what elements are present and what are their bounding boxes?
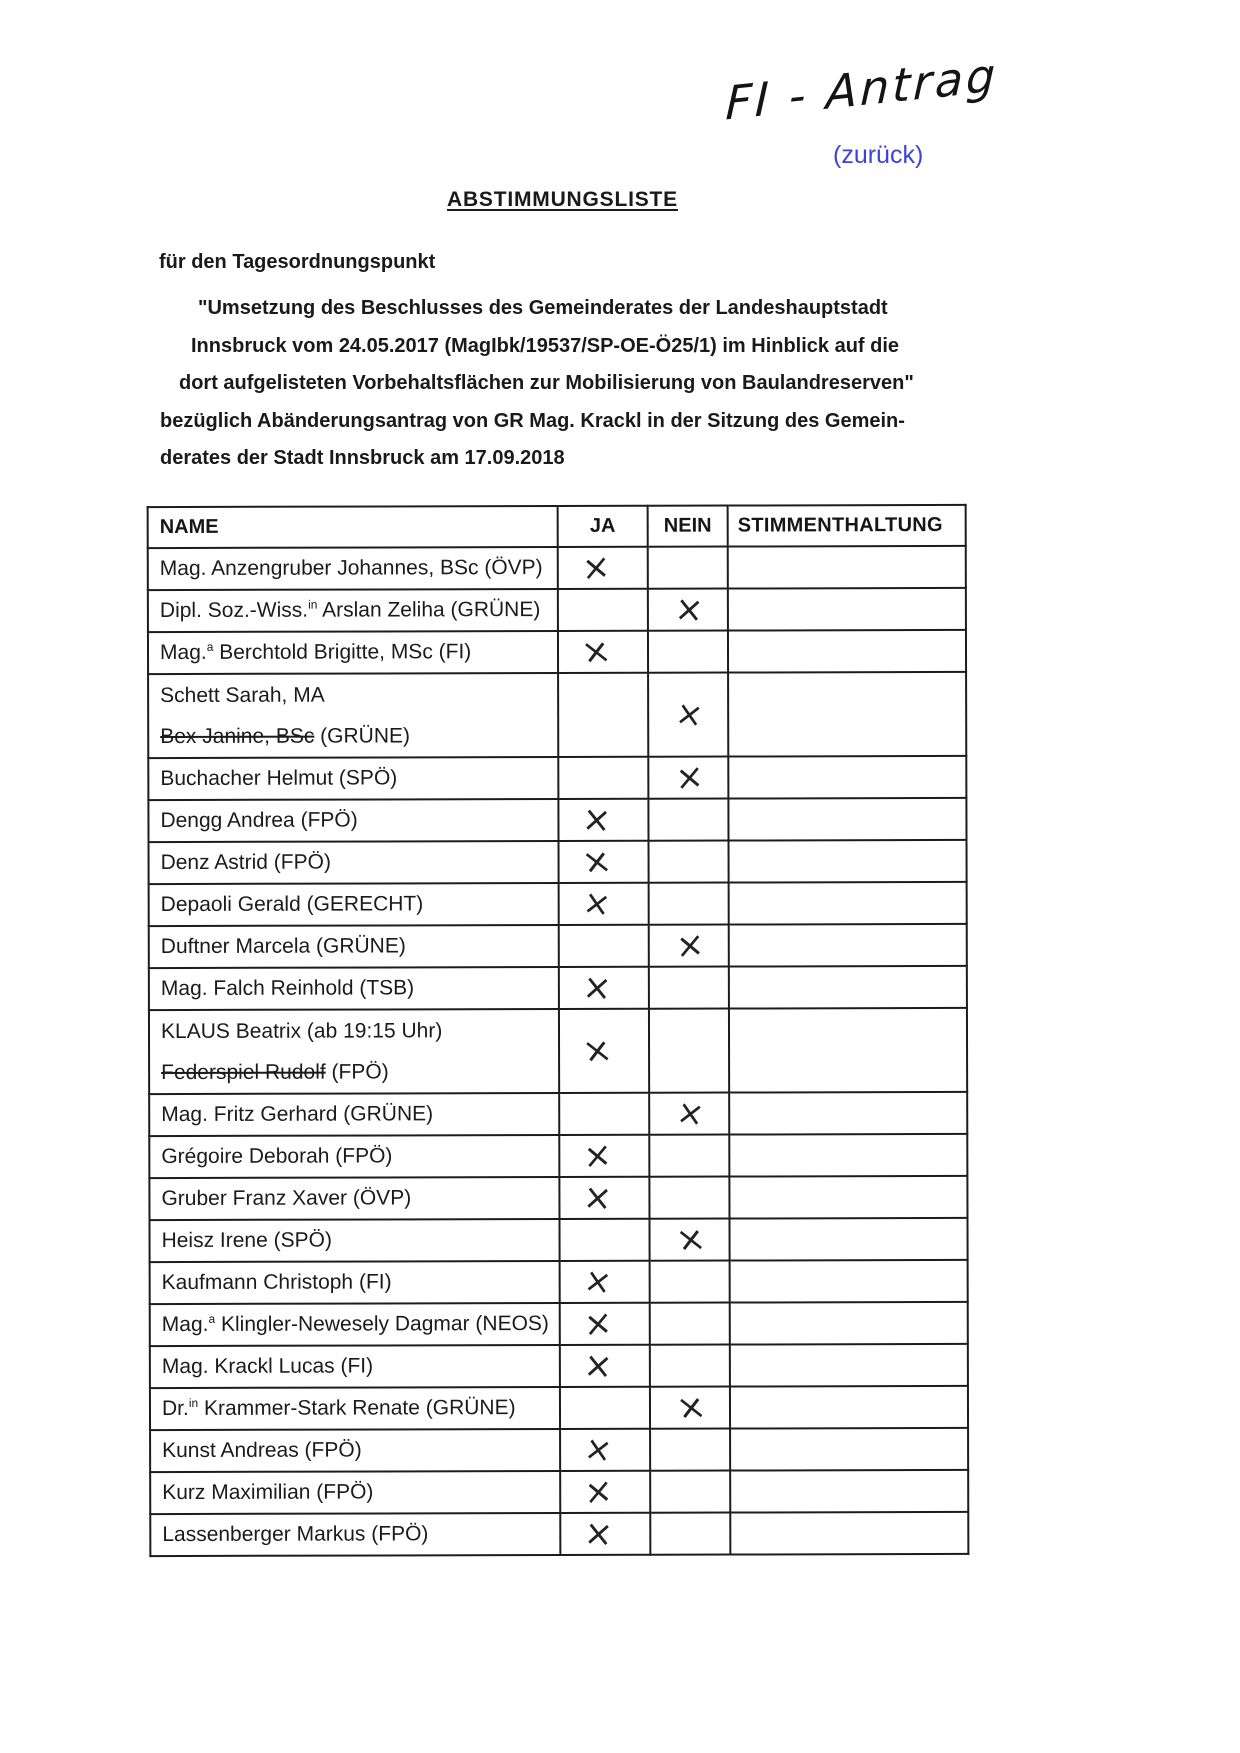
vote-ja-cell	[558, 547, 648, 589]
member-name-line: Mag.$^a$ Klingler-Newesely Dagmar (NEOS)	[161, 1311, 549, 1337]
table-row	[150, 1512, 968, 1556]
vote-enthaltung-cell	[728, 630, 966, 673]
vote-nein-cell	[650, 1513, 730, 1555]
vote-enthaltung-cell	[728, 798, 966, 841]
vote-enthaltung-cell	[730, 1428, 968, 1471]
back-link[interactable]: (zurück)	[833, 141, 924, 169]
vote-enthaltung-cell	[728, 588, 966, 631]
vote-nein-cell	[648, 589, 728, 631]
col-header-name: NAME	[148, 506, 558, 548]
vote-ja-cell	[559, 883, 649, 925]
vote-enthaltung-cell	[730, 1512, 968, 1555]
handwritten-x-mark: ×	[672, 1387, 710, 1429]
vote-enthaltung-cell	[730, 1344, 968, 1387]
intro-line: für den Tagesordnungspunkt	[159, 251, 436, 273]
table-row	[150, 1386, 968, 1430]
member-name-line: Mag. Anzengruber Johannes, BSc (ÖVP)	[159, 556, 543, 581]
vote-ja-cell	[560, 1303, 650, 1345]
handwritten-x-mark: ×	[581, 1343, 614, 1389]
voting-table	[147, 504, 970, 1557]
vote-ja-cell	[559, 841, 649, 883]
table-row	[150, 1470, 968, 1514]
vote-enthaltung-cell	[730, 1470, 968, 1513]
member-name-cell	[149, 1177, 559, 1220]
member-name-line: Bex Janine, BSc (GRÜNE)	[160, 724, 411, 749]
member-name-cell	[150, 1387, 560, 1430]
member-name-line: Mag. Falch Reinhold (TSB)	[160, 976, 415, 1001]
table-row	[148, 546, 966, 590]
col-header-ja: JA	[558, 506, 648, 547]
vote-ja-cell	[560, 1261, 650, 1303]
table-row	[150, 1344, 968, 1388]
vote-ja-cell	[559, 1219, 649, 1261]
member-name-line: Dipl. Soz.-Wiss.$^{in}$ Arslan Zeliha (GRÜNE)	[159, 597, 541, 623]
handwritten-x-mark: ×	[672, 1219, 709, 1261]
member-name-line: Dengg Andrea (FPÖ)	[160, 808, 358, 833]
member-name-cell	[150, 1261, 560, 1304]
member-name-cell	[148, 631, 558, 674]
member-name-line: Depaoli Gerald (GERECHT)	[160, 892, 424, 917]
vote-nein-cell	[649, 1135, 729, 1177]
handwritten-x-mark: ×	[583, 1469, 614, 1515]
member-name-cell	[149, 1219, 559, 1262]
member-name-line: Grégoire Deborah (FPÖ)	[161, 1144, 393, 1169]
vote-ja-cell	[558, 757, 648, 799]
table-row	[149, 966, 967, 1010]
vote-nein-cell	[650, 1303, 730, 1345]
member-name-cell	[150, 1471, 560, 1514]
table-row	[149, 882, 967, 926]
vote-enthaltung-cell	[730, 1260, 968, 1303]
vote-ja-cell	[560, 1345, 650, 1387]
vote-nein-cell	[648, 673, 728, 757]
member-name-line: Dr.$^{in}$ Krammer-Stark Renate (GRÜNE)	[161, 1395, 516, 1421]
vote-enthaltung-cell	[729, 1218, 967, 1261]
vote-nein-cell	[649, 1177, 729, 1219]
table-row	[150, 1428, 968, 1472]
vote-enthaltung-cell	[728, 756, 966, 799]
member-name-cell	[149, 1135, 559, 1178]
handwritten-x-mark: ×	[672, 587, 705, 632]
vote-nein-cell	[648, 757, 728, 799]
vote-enthaltung-cell	[729, 924, 967, 967]
handwritten-x-mark: ×	[582, 1301, 613, 1347]
vote-nein-cell	[650, 1471, 730, 1513]
member-name-line: KLAUS Beatrix (ab 19:15 Uhr)	[160, 1019, 443, 1044]
handwritten-note: FI - Antrag	[724, 47, 1000, 131]
member-name-cell	[149, 1093, 559, 1136]
vote-ja-cell	[559, 1177, 649, 1219]
table-row	[148, 630, 966, 674]
handwritten-x-mark: ×	[577, 631, 615, 673]
vote-nein-cell	[649, 841, 729, 883]
vote-enthaltung-cell	[729, 1176, 967, 1219]
vote-enthaltung-cell	[729, 1008, 967, 1093]
vote-nein-cell	[650, 1345, 730, 1387]
vote-nein-cell	[648, 547, 728, 589]
vote-ja-cell	[558, 589, 648, 631]
member-name-line: Kunst Andreas (FPÖ)	[162, 1438, 362, 1463]
member-name-cell	[150, 1429, 560, 1472]
member-name-cell	[150, 1513, 560, 1556]
vote-ja-cell	[558, 631, 648, 673]
vote-nein-cell	[649, 1219, 729, 1261]
vote-ja-cell	[559, 1093, 649, 1135]
member-name-line: Mag. Krackl Lucas (FI)	[161, 1354, 374, 1379]
table-row	[149, 1092, 967, 1136]
vote-enthaltung-cell	[729, 840, 967, 883]
vote-ja-cell	[560, 1429, 650, 1471]
vote-ja-cell	[558, 673, 648, 757]
subject-line: derates der Stadt Innsbruck am 17.09.2018	[160, 447, 565, 469]
handwritten-x-mark: ×	[582, 1133, 613, 1179]
vote-nein-cell	[648, 631, 728, 673]
vote-ja-cell	[559, 925, 649, 967]
vote-nein-cell	[650, 1387, 730, 1429]
table-row	[149, 1134, 967, 1178]
table-header-row	[148, 505, 966, 548]
vote-nein-cell	[649, 883, 729, 925]
handwritten-x-mark: ×	[674, 923, 705, 968]
handwritten-x-mark: ×	[672, 692, 706, 737]
page-title: ABSTIMMUNGSLISTE	[447, 188, 678, 211]
member-name-cell	[149, 841, 559, 884]
handwritten-x-mark: ×	[578, 841, 615, 883]
member-name-cell	[148, 547, 558, 590]
vote-nein-cell	[649, 967, 729, 1009]
table-row	[150, 1302, 968, 1346]
vote-nein-cell	[650, 1429, 730, 1471]
member-name-cell	[148, 757, 558, 800]
vote-enthaltung-cell	[729, 1092, 967, 1135]
vote-ja-cell	[558, 799, 648, 841]
handwritten-x-mark: ×	[581, 1260, 615, 1304]
handwritten-x-mark: ×	[581, 1428, 615, 1472]
vote-enthaltung-cell	[728, 672, 966, 757]
table-row	[148, 588, 966, 632]
table-row	[149, 1176, 967, 1220]
member-name-line: Lassenberger Markus (FPÖ)	[162, 1522, 429, 1547]
member-name-line: Schett Sarah, MA	[160, 683, 325, 708]
vote-enthaltung-cell	[729, 966, 967, 1009]
member-name-cell	[150, 1345, 560, 1388]
member-name-cell	[149, 925, 559, 968]
subject-line: dort aufgelisteten Vorbehaltsflächen zur Mobilisierung von Baulandreserven"	[179, 372, 914, 394]
handwritten-x-mark: ×	[581, 1175, 614, 1221]
handwritten-x-mark: ×	[578, 1030, 616, 1072]
vote-enthaltung-cell	[729, 882, 967, 925]
table-row	[149, 1008, 967, 1094]
vote-nein-cell	[649, 1009, 729, 1093]
table-row	[148, 672, 966, 758]
member-name-line: Buchacher Helmut (SPÖ)	[160, 766, 398, 791]
vote-enthaltung-cell	[729, 1134, 967, 1177]
member-name-line: Kaufmann Christoph (FI)	[161, 1270, 392, 1295]
vote-nein-cell	[649, 1093, 729, 1135]
handwritten-x-mark: ×	[580, 797, 613, 843]
subject-line: Innsbruck vom 24.05.2017 (MagIbk/19537/SP-OE-Ö25/1) im Hinblick auf die	[191, 334, 900, 357]
table-row	[150, 1260, 968, 1304]
vote-enthaltung-cell	[730, 1386, 968, 1429]
member-name-cell	[149, 967, 559, 1010]
handwritten-x-mark: ×	[673, 1091, 707, 1136]
vote-enthaltung-cell	[730, 1302, 968, 1345]
subject-line: bezüglich Abänderungsantrag von GR Mag. Krackl in der Sitzung des Gemein-	[160, 409, 905, 432]
member-name-cell	[148, 799, 558, 842]
member-name-line: Mag.$^a$ Berchtold Brigitte, MSc (FI)	[159, 639, 472, 665]
vote-ja-cell	[560, 1471, 650, 1513]
vote-ja-cell	[560, 1387, 650, 1429]
vote-ja-cell	[559, 967, 649, 1009]
vote-ja-cell	[559, 1009, 649, 1093]
member-name-cell	[150, 1303, 560, 1346]
table-row	[148, 798, 966, 842]
handwritten-x-mark: ×	[580, 545, 611, 591]
vote-enthaltung-cell	[728, 546, 966, 589]
table-row	[149, 1218, 967, 1262]
member-name-line: Mag. Fritz Gerhard (GRÜNE)	[161, 1102, 434, 1127]
table-row	[148, 756, 966, 800]
member-name-line: Federspiel Rudolf (FPÖ)	[161, 1060, 389, 1085]
table-row	[149, 924, 967, 968]
vote-nein-cell	[649, 925, 729, 967]
subject-line: "Umsetzung des Beschlusses des Gemeinderates der Landeshauptstadt	[198, 297, 888, 319]
vote-ja-cell	[560, 1513, 650, 1555]
member-name-cell	[149, 1009, 559, 1094]
handwritten-x-mark: ×	[582, 1511, 615, 1557]
handwritten-x-mark: ×	[580, 882, 614, 926]
member-name-line: Duftner Marcela (GRÜNE)	[160, 934, 406, 959]
handwritten-x-mark: ×	[674, 755, 705, 800]
col-header-stimmenthaltung: STIMMENTHALTUNG	[728, 505, 966, 547]
vote-ja-cell	[559, 1135, 649, 1177]
member-name-line: Heisz Irene (SPÖ)	[161, 1228, 332, 1253]
member-name-cell	[148, 673, 558, 758]
handwritten-x-mark: ×	[580, 965, 613, 1011]
subject-paragraph	[159, 290, 959, 478]
member-name-cell	[148, 589, 558, 632]
vote-nein-cell	[648, 799, 728, 841]
member-name-line: Kurz Maximilian (FPÖ)	[162, 1480, 374, 1505]
col-header-nein: NEIN	[648, 506, 728, 547]
member-name-cell	[149, 883, 559, 926]
table-row	[149, 840, 967, 884]
member-name-line: Denz Astrid (FPÖ)	[160, 850, 331, 875]
vote-nein-cell	[650, 1261, 730, 1303]
member-name-line: Gruber Franz Xaver (ÖVP)	[161, 1186, 412, 1211]
